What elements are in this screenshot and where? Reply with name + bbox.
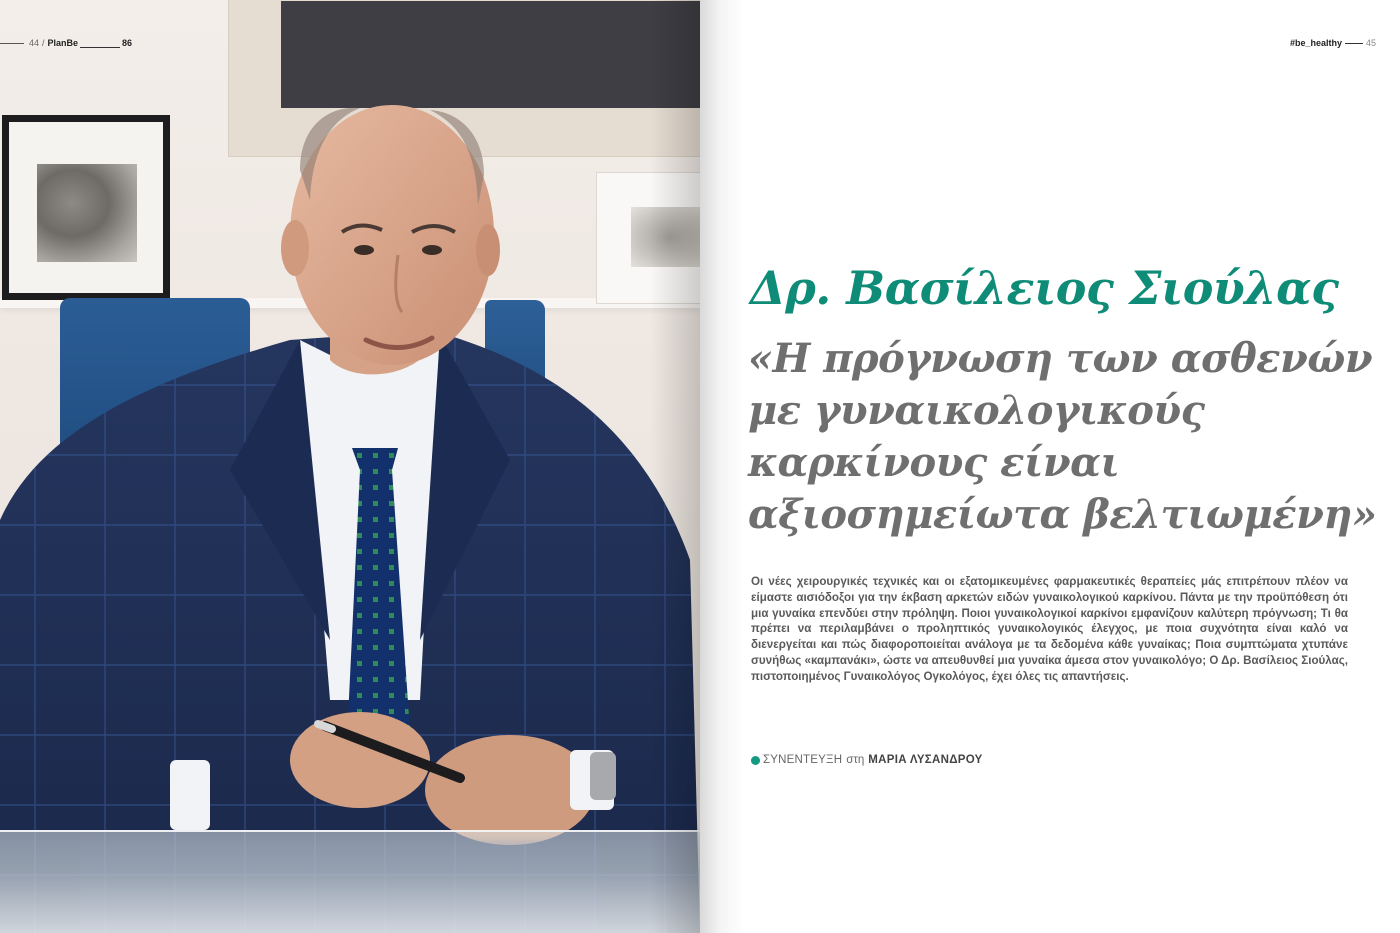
byline-author: ΜΑΡΙΑ ΛΥΣΑΝΔΡΟΥ <box>868 754 983 766</box>
wristwatch <box>590 752 616 800</box>
byline-kind: ΣΥΝΕΝΤΕΥΞΗ <box>763 754 843 766</box>
folio-right <box>1290 36 1376 50</box>
issue-number: 86 <box>122 38 133 48</box>
right-page <box>700 0 1400 933</box>
folio-left <box>0 36 132 50</box>
page-number-right: 45 <box>1365 38 1376 48</box>
right-hand <box>425 735 595 845</box>
pull-quote-line: αξιοσημείωτα βελτιωμένη» <box>748 491 1377 538</box>
bullet-dot-icon <box>751 756 760 765</box>
section-tag: #be_healthy <box>1289 38 1342 48</box>
byline <box>751 752 983 768</box>
glass-desk <box>0 830 700 933</box>
pull-quote-line: με γυναικολογικούς <box>748 387 1205 434</box>
folio-separator: / <box>42 38 45 48</box>
magazine-name: PlanBe <box>47 38 79 48</box>
article-headline: Δρ. Βασίλειος Σιούλας <box>750 261 1339 315</box>
page-number-left: 44 <box>29 38 40 48</box>
pull-quote-line: «Η πρόγνωση των ασθενών <box>748 335 1373 382</box>
lead-paragraph: Οι νέες χειρουργικές τεχνικές και οι εξατομικευμένες φαρμακευτικές θεραπείες μάς επιτρέπουν πλέον να είμαστε αισιόδοξοι για την έκβαση αρκετών ειδών γυναικολογικού καρκίνου. Πάντα με την προϋπόθεση ότι μια γυναίκα επενδύει στην πρόληψη. Ποιοι γυναικολογικοί καρκίνοι εμφανίζουν καλύτερη πρόγνωση; Τι θα πρέπει να περιλαμβάνει ο προληπτικός γυναικολογικός έλεγχος, με ποια συχνότητα είναι καλό να διενεργείται και πώς διαφοροποιείται ανάλογα με τα δεδομένα κάθε γυναίκας; Ποια συμπτώματα χτυπάνε συνήθως «καμπανάκι», ώστε να απευθυνθεί μια γυναίκα άμεσα στον γυναικολόγο; Ο Δρ. Βασίλειος Σιούλας, πιστοποιημένος Γυναικολόγος Ογκολόγος, έχει όλες τις απαντήσεις. <box>751 575 1348 683</box>
pull-quote-line: καρκίνους είναι <box>748 439 1120 486</box>
pull-quote <box>748 333 1378 541</box>
byline-preposition: στη <box>846 754 865 766</box>
